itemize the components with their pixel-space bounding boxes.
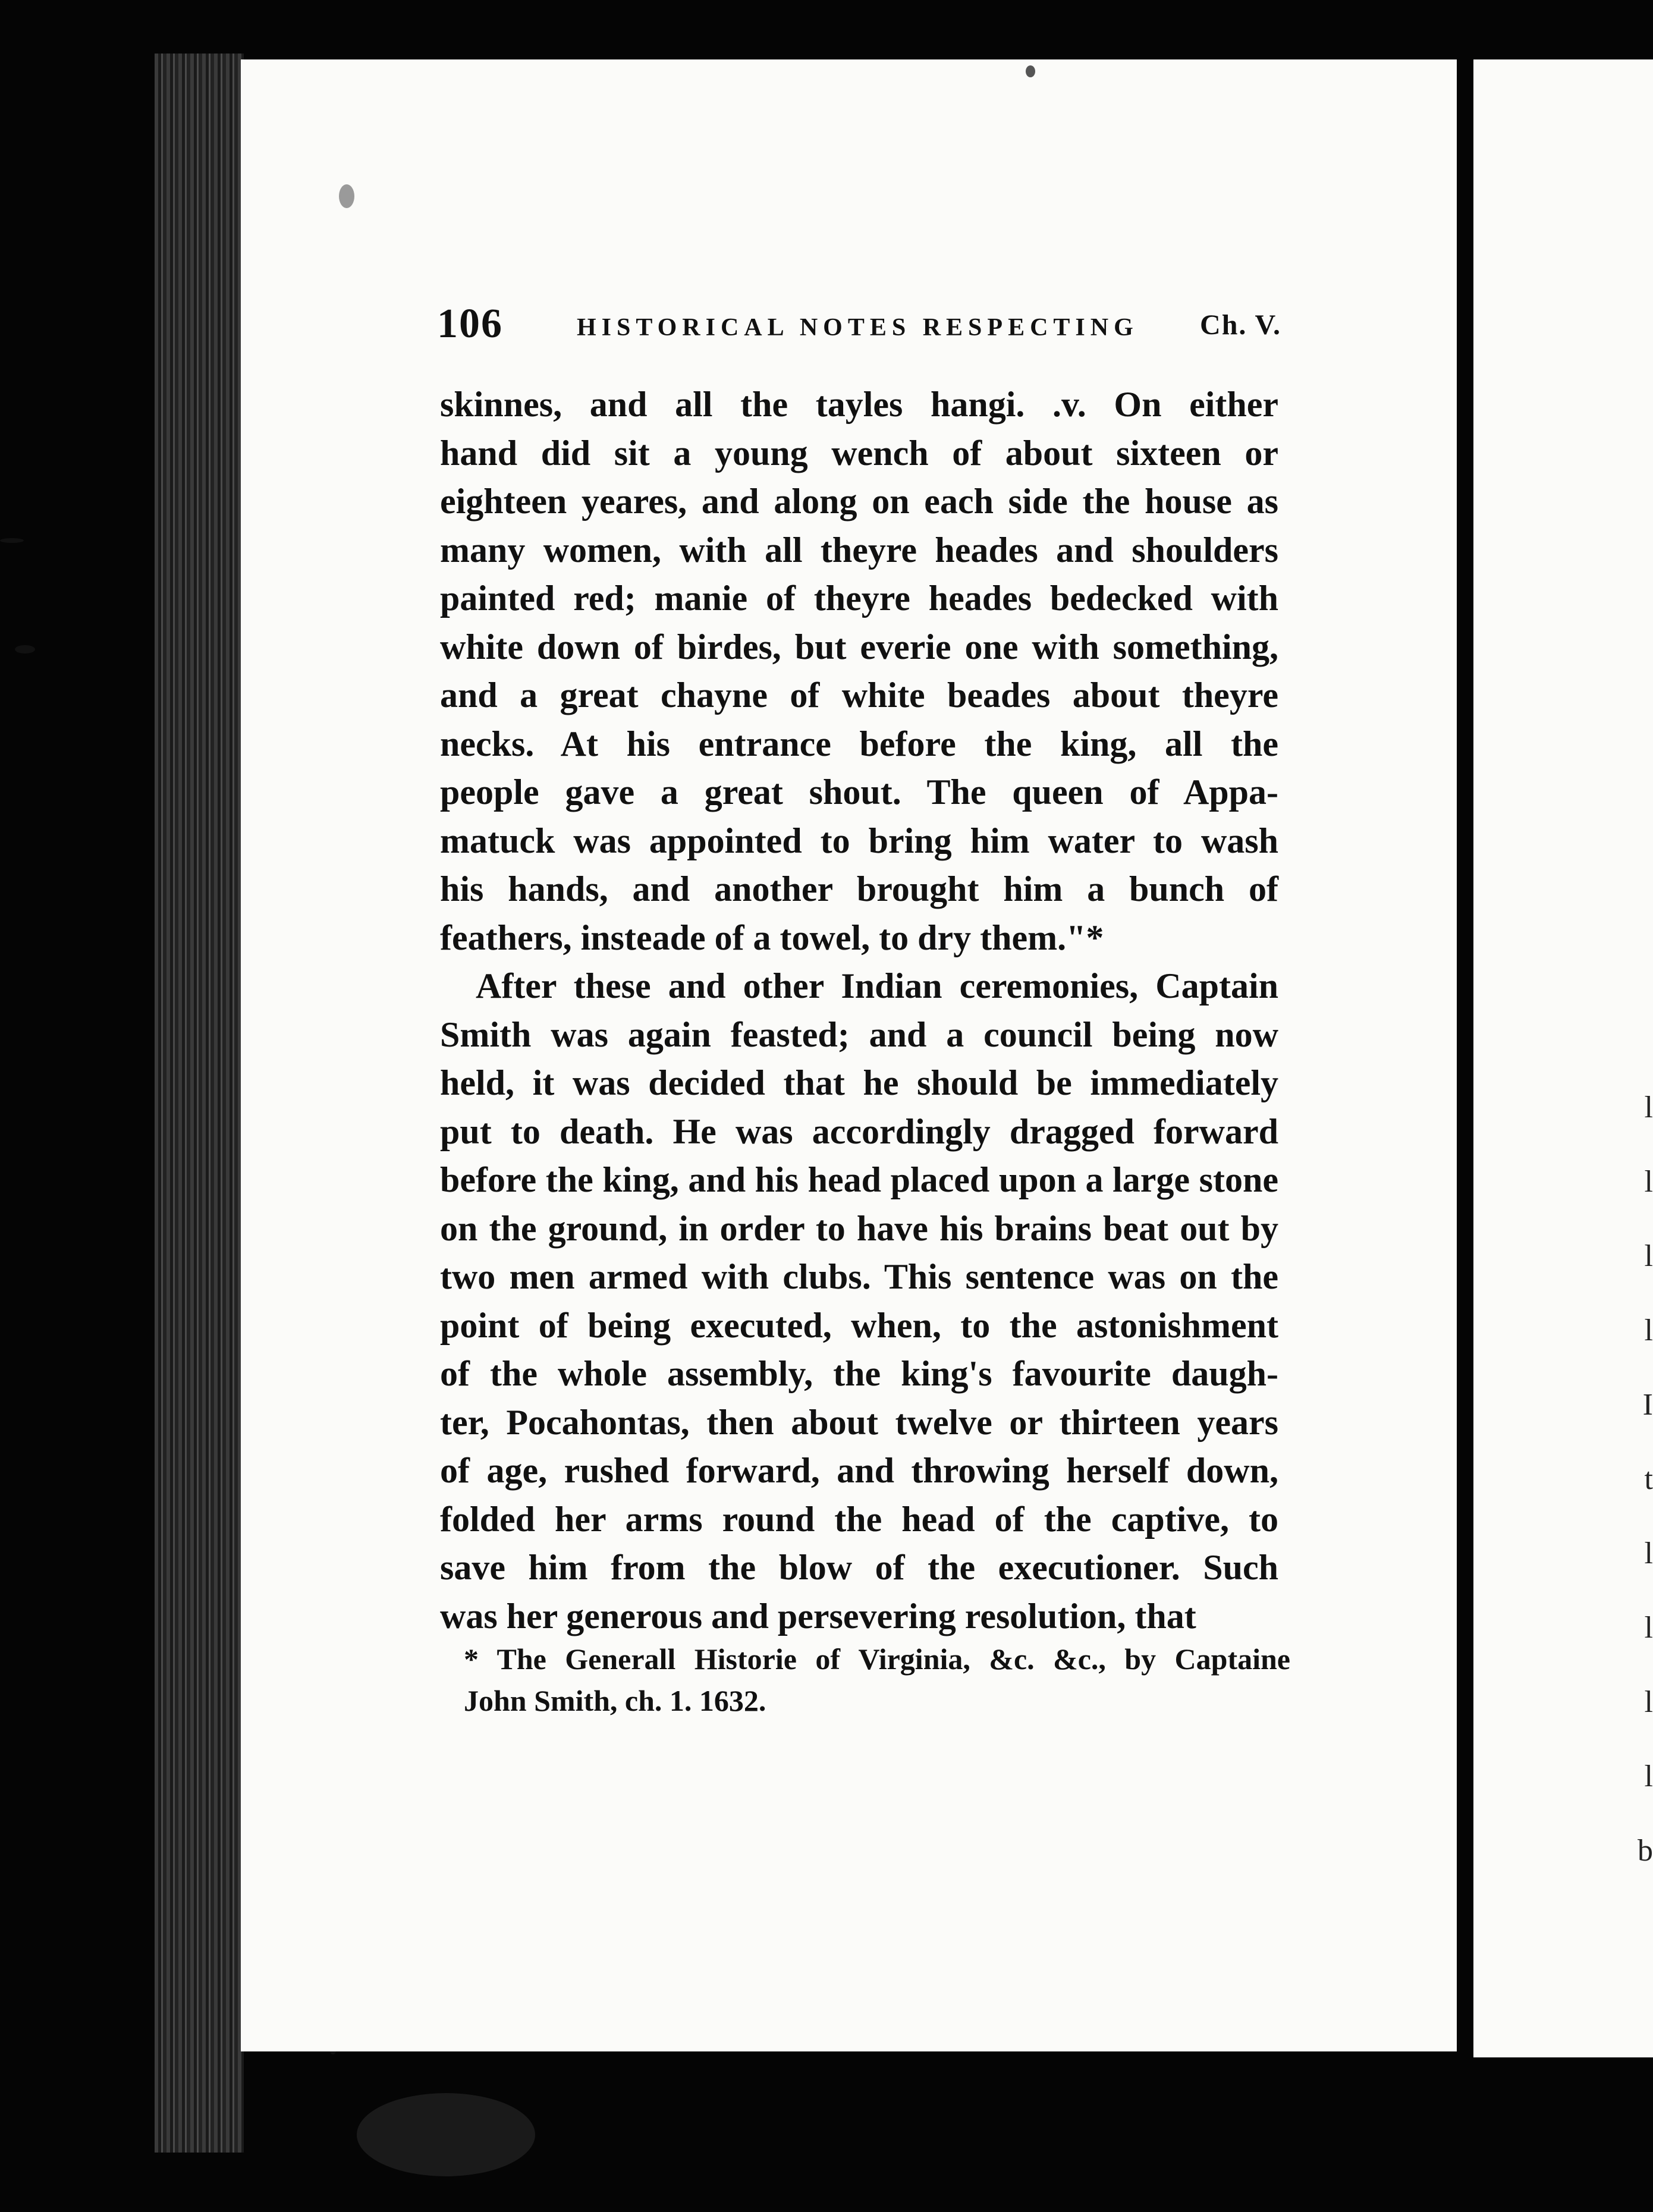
footnote-line: * The Generall Historie of Virginia, &c. &c., by Captaine xyxy=(464,1642,1290,1676)
text-line: ter, Pocahontas, then about twelve or thirteen years xyxy=(440,1402,1278,1442)
text-line: save him from the blow of the executioner. Such xyxy=(440,1548,1278,1587)
facing-page-letter: l xyxy=(1644,1759,1653,1793)
text-line: on the ground, in order to have his brains beat out by xyxy=(440,1208,1278,1248)
page-corner-shadow xyxy=(357,2093,535,2176)
footnote-line: John Smith, ch. 1. 1632. xyxy=(464,1684,766,1717)
text-line: his hands, and another brought him a bunch of xyxy=(440,869,1278,909)
text-line: After these and other Indian ceremonies, Captain xyxy=(476,966,1278,1006)
page-speck xyxy=(339,184,354,208)
text-line: before the king, and his head placed upon a large stone xyxy=(440,1160,1278,1199)
text-line: of age, rushed forward, and throwing herself down, xyxy=(440,1451,1278,1490)
facing-page-letter: l xyxy=(1644,1091,1653,1124)
facing-page-letter: l xyxy=(1644,1611,1653,1645)
facing-page-letter: l xyxy=(1644,1537,1653,1570)
facing-page-letter: l xyxy=(1644,1165,1653,1199)
text-line: hand did sit a young wench of about sixteen or xyxy=(440,433,1278,473)
facing-page-letter: t xyxy=(1644,1462,1653,1496)
margin-speck xyxy=(15,645,35,653)
text-line: two men armed with clubs. This sentence was on the xyxy=(440,1257,1278,1296)
margin-speck xyxy=(0,538,24,543)
running-title: HISTORICAL NOTES RESPECTING xyxy=(577,314,1139,341)
text-line: and a great chayne of white beades about theyre xyxy=(440,675,1278,715)
text-line: held, it was decided that he should be immediately xyxy=(440,1063,1278,1102)
left-margin-marks xyxy=(0,0,155,2212)
facing-page-letter: I xyxy=(1642,1388,1653,1422)
chapter-marker: Ch. V. xyxy=(1200,309,1281,341)
text-line: painted red; manie of theyre heades bedecked with xyxy=(440,579,1278,618)
text-line: of the whole assembly, the king's favourite daugh- xyxy=(440,1354,1278,1393)
text-line: matuck was appointed to bring him water to wash xyxy=(440,821,1278,860)
text-line: people gave a great shout. The queen of Appa- xyxy=(440,772,1278,812)
text-line: necks. At his entrance before the king, all the xyxy=(440,724,1278,763)
facing-page-letter: l xyxy=(1644,1314,1653,1347)
text-line: white down of birdes, but everie one with something, xyxy=(440,627,1278,667)
text-line: point of being executed, when, to the astonishment xyxy=(440,1305,1278,1345)
running-header xyxy=(437,300,1281,354)
text-line: many women, with all theyre heades and shoulders xyxy=(440,530,1278,570)
facing-page-letter: l xyxy=(1644,1239,1653,1273)
facing-page-letter: b xyxy=(1638,1834,1653,1868)
book-page-edges xyxy=(155,54,244,2153)
text-line: put to death. He was accordingly dragged forward xyxy=(440,1111,1278,1151)
body-text xyxy=(440,381,1278,1641)
text-line: was her generous and persevering resolution, that xyxy=(440,1596,1196,1636)
text-line: eighteen yeares, and along on each side the house as xyxy=(440,482,1278,521)
facing-page-letter: l xyxy=(1644,1685,1653,1719)
text-line: Smith was again feasted; and a council being now xyxy=(440,1014,1278,1054)
footnote xyxy=(464,1638,1290,1721)
text-line: feathers, insteade of a towel, to dry them."* xyxy=(440,918,1104,957)
text-line: skinnes, and all the tayles hangi. .v. On either xyxy=(440,385,1278,424)
text-line: folded her arms round the head of the captive, to xyxy=(440,1499,1278,1539)
facing-page-letters xyxy=(1635,1070,1653,1888)
page-number: 106 xyxy=(437,301,503,347)
facing-page-edge xyxy=(1473,59,1653,2057)
page-speck xyxy=(1026,65,1035,77)
